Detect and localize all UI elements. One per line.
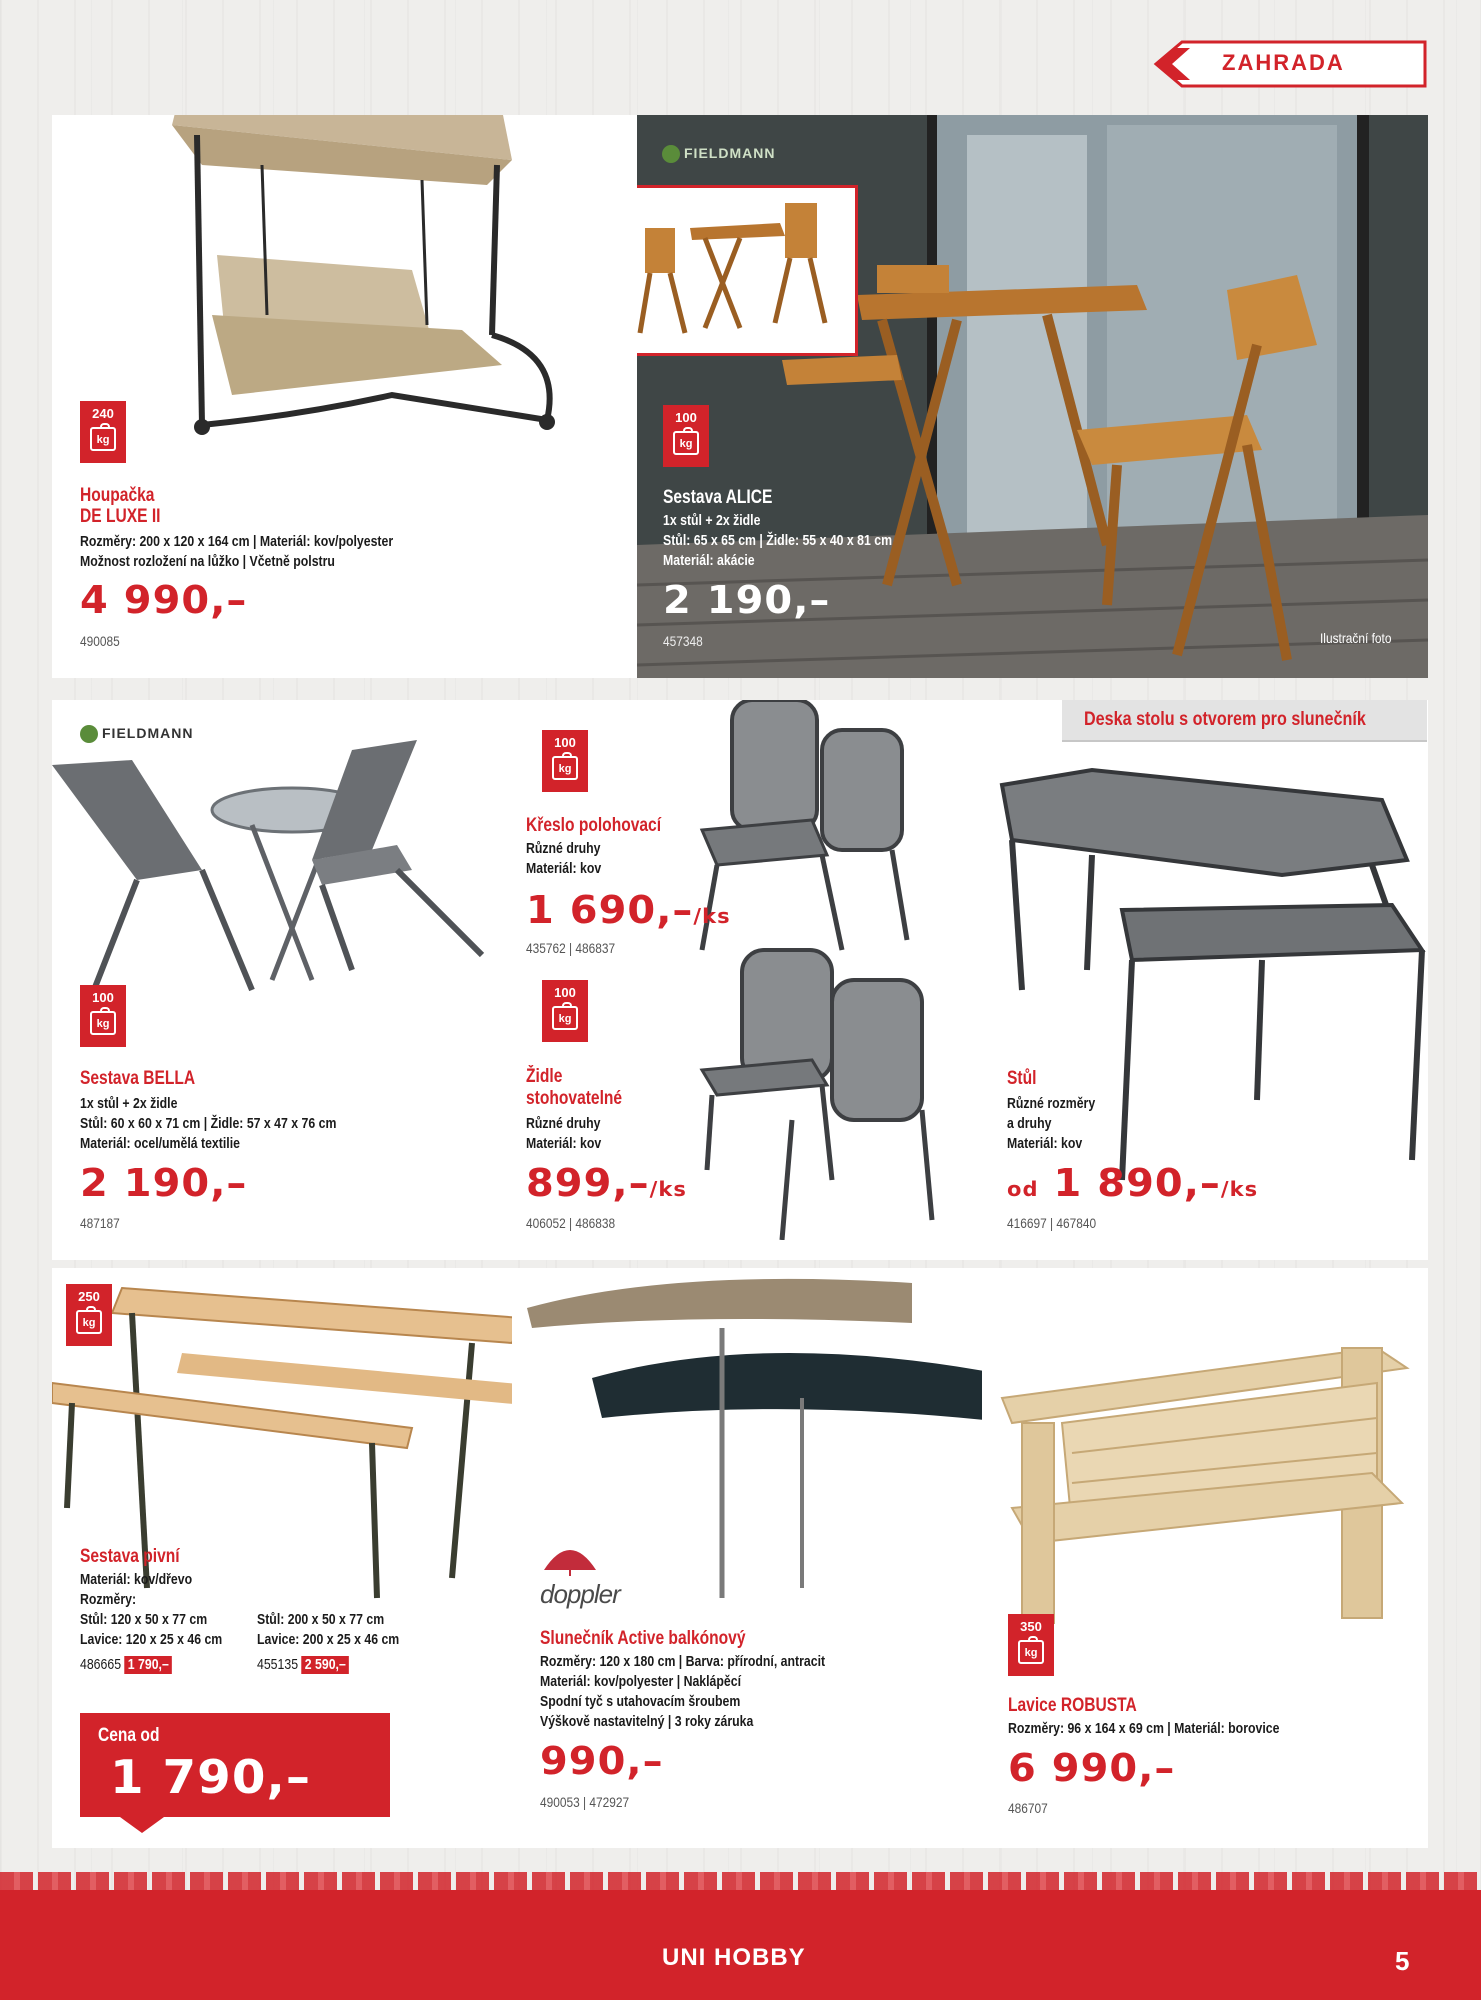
price-callout-label: Cena od (98, 1725, 160, 1746)
badge-unit: kg (76, 1310, 102, 1334)
badge-weight: 100 (554, 985, 576, 1000)
page-number: 5 (1395, 1946, 1410, 1976)
panel-houpacka (52, 115, 637, 678)
product-detail: Různé druhy (526, 840, 601, 857)
product-detail: Materiál: kov/dřevo (80, 1571, 193, 1588)
doppler-logo (540, 1540, 620, 1610)
badge-weight: 240 (92, 406, 114, 421)
product-detail: a druhy (1007, 1115, 1052, 1132)
variant-a-table: Stůl: 120 x 50 x 77 cm (80, 1611, 208, 1628)
variant-code: 455135 (257, 1656, 299, 1673)
feature-ribbon (1062, 700, 1427, 740)
chairs-image (662, 700, 982, 1240)
panel-robusta (982, 1268, 1428, 1848)
variant-a-bench: Lavice: 120 x 25 x 46 cm (80, 1631, 223, 1648)
product-title: Křeslo polohovací (526, 815, 662, 836)
price-value: 899,– (526, 1161, 650, 1205)
product-detail: Materiál: ocel/umělá textilie (80, 1135, 240, 1152)
weight-badge (542, 730, 588, 792)
product-detail: Stůl: 65 x 65 cm | Židle: 55 x 40 x 81 cm (663, 532, 893, 549)
product-title: Sestava BELLA (80, 1068, 196, 1089)
product-detail: Spodní tyč s utahovacím šroubem (540, 1693, 741, 1710)
product-detail: Rozměry: 120 x 180 cm | Barva: přírodní, antracit (540, 1653, 826, 1670)
bistro-set-image (52, 720, 522, 1000)
badge-weight: 350 (1020, 1619, 1042, 1634)
product-detail: Různé rozměry (1007, 1095, 1096, 1112)
badge-unit: kg (90, 427, 116, 451)
product-title: Sestava pivní (80, 1546, 180, 1567)
product-detail: Rozměry: 96 x 164 x 69 cm | Materiál: borovice (1008, 1720, 1280, 1737)
badge-unit: kg (90, 1011, 116, 1035)
badge-unit: kg (552, 756, 578, 780)
product-code: 487187 (80, 1215, 120, 1231)
weight-badge (542, 980, 588, 1042)
brand-name: doppler (540, 1579, 620, 1609)
price-prefix: od (1007, 1177, 1039, 1201)
price-callout-value: 1 790,– (110, 1750, 312, 1804)
product-detail: Materiál: kov/polyester | Naklápěcí (540, 1673, 742, 1690)
price-unit: /ks (649, 1177, 687, 1201)
product-detail: Možnost rozložení na lůžko | Včetně polstru (80, 553, 335, 570)
product-price: 990,– (540, 1739, 664, 1783)
variant-b-price (257, 1656, 349, 1674)
section-tab[interactable] (1152, 40, 1427, 88)
badge-weight: 250 (78, 1289, 100, 1304)
product-price (526, 890, 731, 936)
bench-image (982, 1328, 1428, 1628)
weight-badge (1008, 1614, 1054, 1676)
leaf-icon (662, 145, 680, 163)
weight-badge (80, 985, 126, 1047)
brand-name: FIELDMANN (684, 145, 776, 161)
section-tab-label: ZAHRADA (1222, 50, 1345, 75)
variant-code: 486665 (80, 1656, 122, 1673)
badge-weight: 100 (92, 990, 114, 1005)
panel-chairs (512, 700, 982, 1260)
badge-weight: 100 (675, 410, 697, 425)
ribbon-text: Deska stolu s otvorem pro slunečník (1084, 709, 1366, 730)
price-value: 1 690,– (526, 888, 694, 932)
umbrella-icon (540, 1540, 600, 1576)
product-code: 457348 (663, 633, 703, 649)
variant-b-bench: Lavice: 200 x 25 x 46 cm (257, 1631, 400, 1648)
product-title: Stůl (1007, 1068, 1037, 1089)
price-unit: /ks (1220, 1177, 1259, 1201)
weight-badge (80, 401, 126, 463)
product-detail: Stůl: 60 x 60 x 71 cm | Židle: 57 x 47 x 76 cm (80, 1115, 337, 1132)
product-detail: Materiál: kov (1007, 1135, 1083, 1152)
product-price (526, 1163, 687, 1209)
badge-unit: kg (1018, 1640, 1044, 1664)
variant-price: 2 590,– (301, 1656, 349, 1674)
swing-image (142, 115, 602, 465)
badge-weight: 100 (554, 735, 576, 750)
inset-image (637, 185, 858, 356)
weight-badge (66, 1284, 112, 1346)
product-price (1007, 1163, 1258, 1209)
product-detail: Výškově nastavitelný | 3 roky záruka (540, 1713, 754, 1730)
product-title-2: stohovatelné (526, 1088, 623, 1109)
product-detail: Rozměry: 200 x 120 x 164 cm | Materiál: kov/polyester (80, 533, 394, 550)
product-detail: 1x stůl + 2x židle (663, 512, 761, 529)
product-detail: Materiál: kov (526, 1135, 602, 1152)
panel-slunecnik (512, 1268, 982, 1848)
badge-unit: kg (552, 1006, 578, 1030)
product-title-2: DE LUXE II (80, 506, 161, 527)
photo-note: Ilustrační foto (1320, 630, 1392, 646)
product-code: 486707 (1008, 1800, 1048, 1816)
panel-bella (52, 700, 522, 1260)
product-code: 406052 | 486838 (526, 1215, 616, 1231)
product-detail: Různé druhy (526, 1115, 601, 1132)
product-detail: Materiál: kov (526, 860, 602, 877)
product-title: Slunečník Active balkónový (540, 1628, 746, 1649)
product-price: 2 190,– (663, 578, 831, 622)
price-unit: /ks (693, 904, 731, 928)
product-code: 490085 (80, 633, 120, 649)
variant-price: 1 790,– (124, 1656, 172, 1674)
product-title: Lavice ROBUSTA (1008, 1695, 1137, 1716)
product-title: Židle (526, 1066, 563, 1087)
price-callout (80, 1713, 390, 1817)
product-detail: Rozměry: (80, 1591, 137, 1608)
unihobby-logo: UNI HOBBY (662, 1944, 806, 1971)
product-detail: Materiál: akácie (663, 552, 755, 569)
weight-badge (663, 405, 709, 467)
variant-a-price (80, 1656, 172, 1674)
product-code: 435762 | 486837 (526, 940, 616, 956)
price-value: 1 890,– (1053, 1161, 1221, 1205)
brand-logo (662, 145, 775, 163)
product-code: 416697 | 467840 (1007, 1215, 1097, 1231)
product-title: Sestava ALICE (663, 487, 773, 508)
product-code: 490053 | 472927 (540, 1794, 630, 1810)
product-title: Houpačka (80, 485, 155, 506)
product-price: 2 190,– (80, 1161, 248, 1205)
inset-set-image (637, 188, 850, 348)
badge-unit: kg (673, 431, 699, 455)
variant-b-table: Stůl: 200 x 50 x 77 cm (257, 1611, 385, 1628)
product-detail: 1x stůl + 2x židle (80, 1095, 178, 1112)
brand-name: FIELDMANN (102, 725, 194, 741)
product-price: 4 990,– (80, 578, 248, 622)
panel-stul (982, 700, 1428, 1260)
panel-alice (637, 115, 1428, 678)
product-price: 6 990,– (1008, 1746, 1176, 1790)
